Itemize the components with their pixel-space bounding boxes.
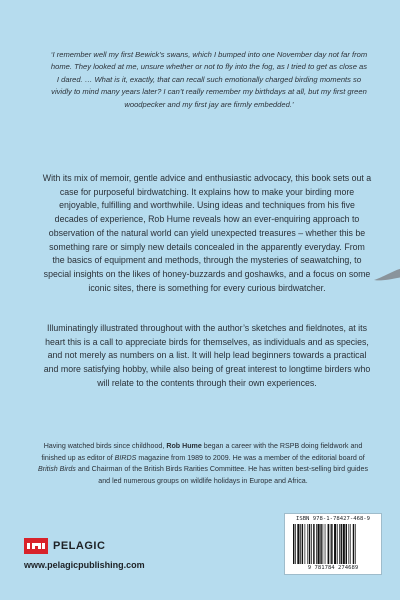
barcode-bar — [331, 524, 332, 564]
bio-journal-title: British Birds — [38, 465, 76, 474]
publisher-logo — [24, 538, 105, 554]
bird-silhouette-icon — [374, 262, 400, 288]
barcode-bar — [313, 524, 314, 564]
description-paragraph-2: Illuminatingly illustrated throughout with the author’s sketches and fieldnotes, at its heart this is a call to appreciate birds for themselves, as individuals and as species, and not merely as numbers on a list. It will help lead beginners towards a practical and more satisfying hobby, while also being of great interest to longtime birders who will relate to the contents through their own experiences. — [43, 323, 371, 388]
barcode-bar — [339, 524, 340, 564]
barcode-bar — [353, 524, 354, 564]
barcode-bar — [297, 524, 299, 564]
barcode-bar — [325, 524, 326, 564]
barcode-bar — [355, 524, 356, 564]
barcode-bar — [300, 524, 301, 564]
bio-text-3: magazine from 1989 to 2009. He was a member of the editorial board of — [136, 453, 365, 462]
barcode-bar — [302, 524, 303, 564]
barcode-bar — [350, 524, 351, 564]
barcode-bar — [348, 524, 349, 564]
barcode-bars — [292, 524, 374, 564]
barcode-bar — [323, 524, 324, 564]
barcode-bar — [337, 524, 338, 564]
barcode-bar — [330, 524, 331, 564]
pelagic-logo-icon — [24, 538, 48, 554]
description-paragraph-1: With its mix of memoir, gentle advice and enthusiastic advocacy, this book sets out a case for purposeful birdwatching. It explains how to make your birding more enjoyable, fulfilling and worthwhile. Using ideas and techniques from his five decades of experience, Rob Hume reveals how an ever-enquiring approach to observation of the natural world can yield unexpected treasures – whether this be something rare or simply new details concealed in the apparently everyday. From the basics of equipment and methods, through the mysteries of seawatching, to special insights on the likes of honey-buzzards and goshawks, and a focus on some iconic sites, there is something for every curious birdwatcher. — [42, 173, 372, 293]
bio-author-name: Rob Hume — [166, 442, 202, 450]
bio-magazine-title: BIRDS — [114, 453, 137, 462]
barcode-bar — [341, 524, 342, 564]
publisher-name: PELAGIC — [53, 540, 106, 552]
publisher-website: www.pelagicpublishing.com — [24, 560, 145, 570]
bio-text-2: began a career with the RSPB doing fieldwork and finished up as editor of — [41, 442, 363, 462]
wave-icon — [26, 540, 46, 552]
barcode-bar — [317, 524, 319, 564]
barcode-bar — [328, 524, 329, 564]
isbn-number: ISBN 978-1-78427-468-9 — [295, 516, 371, 522]
bio-text-1: Having watched birds since childhood, — [43, 442, 167, 450]
barcode-bar — [343, 524, 345, 564]
barcode-bar — [295, 524, 296, 564]
isbn-barcode — [284, 513, 382, 575]
barcode-bar — [305, 524, 306, 564]
barcode-bar — [316, 524, 317, 564]
barcode-digits: 9 781784 274689 — [307, 565, 359, 571]
barcode-bar — [311, 524, 312, 564]
bio-text-4: and Chairman of the British Birds Rarities Committee. He has written best-selling bird guides and led numerous groups on wildlife holidays in Europe and Africa. — [75, 465, 368, 485]
quote-excerpt: ‘I remember well my first Bewick’s swans, which I bumped into one November day not far from home. They looked at me, unsure whether or not to fly into the fog, as I tried to get as close as I dared. … What is it, exactly, that can recall such emotionally charged birding moments so vividly to mind many years later? I can’t really remember my birthdays at all, but my first green woodpecker and my first jay are firmly embedded.’ — [50, 50, 368, 109]
barcode-bar — [309, 524, 310, 564]
barcode-bar — [346, 524, 347, 564]
barcode-bar — [334, 524, 336, 564]
barcode-bar — [293, 524, 294, 564]
author-bio — [36, 441, 370, 487]
barcode-bar — [307, 524, 308, 564]
barcode-bar — [320, 524, 321, 564]
